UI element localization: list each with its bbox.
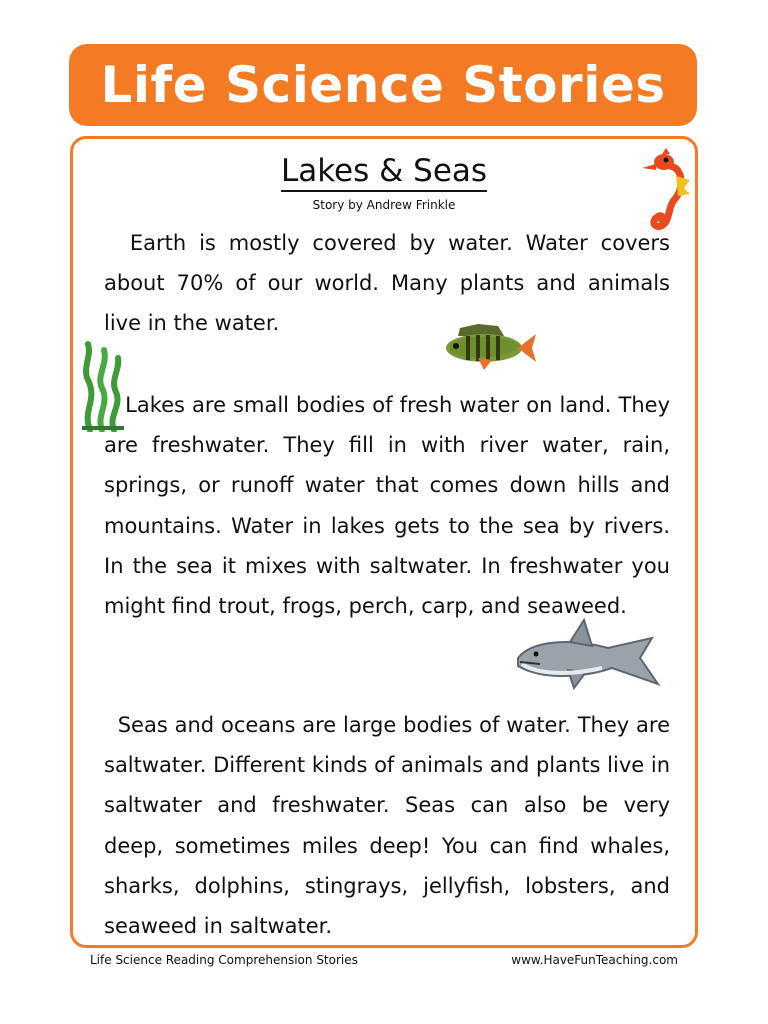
story-paragraph-1: Earth is mostly covered by water. Water covers about 70% of our world. Many plants and animals live in the water. bbox=[104, 231, 670, 336]
perch-fish-icon bbox=[438, 322, 538, 372]
story-paragraph-2: Lakes are small bodies of fresh water on land. They are freshwater. They fill in with river water, rain, springs, or runoff water that comes down hills and mountains. Water in lakes gets to the sea by rivers. In the sea it mixes with saltwater. In freshwater you might find trout, frogs, perch, carp, and seaweed. bbox=[104, 393, 670, 619]
seahorse-icon bbox=[640, 146, 692, 230]
story-byline: Story by Andrew Frinkle bbox=[312, 198, 456, 212]
header-banner bbox=[69, 44, 697, 126]
footer-left-text: Life Science Reading Comprehension Stories bbox=[90, 953, 358, 967]
page-title: Life Science Stories bbox=[100, 56, 666, 114]
story-title-text: Lakes & Seas bbox=[281, 153, 487, 192]
story-paragraph-3: Seas and oceans are large bodies of water. They are saltwater. Different kinds of animals and plants live in saltwater and freshwater. Seas can also be very deep, sometimes miles deep! You can find whales, sharks, dolphins, stingrays, jellyfish, lobsters, and seaweed in saltwater. bbox=[104, 713, 671, 939]
footer-website-link[interactable]: www.HaveFunTeaching.com bbox=[511, 953, 678, 967]
shark-icon bbox=[512, 618, 662, 694]
seaweed-icon bbox=[78, 340, 128, 432]
